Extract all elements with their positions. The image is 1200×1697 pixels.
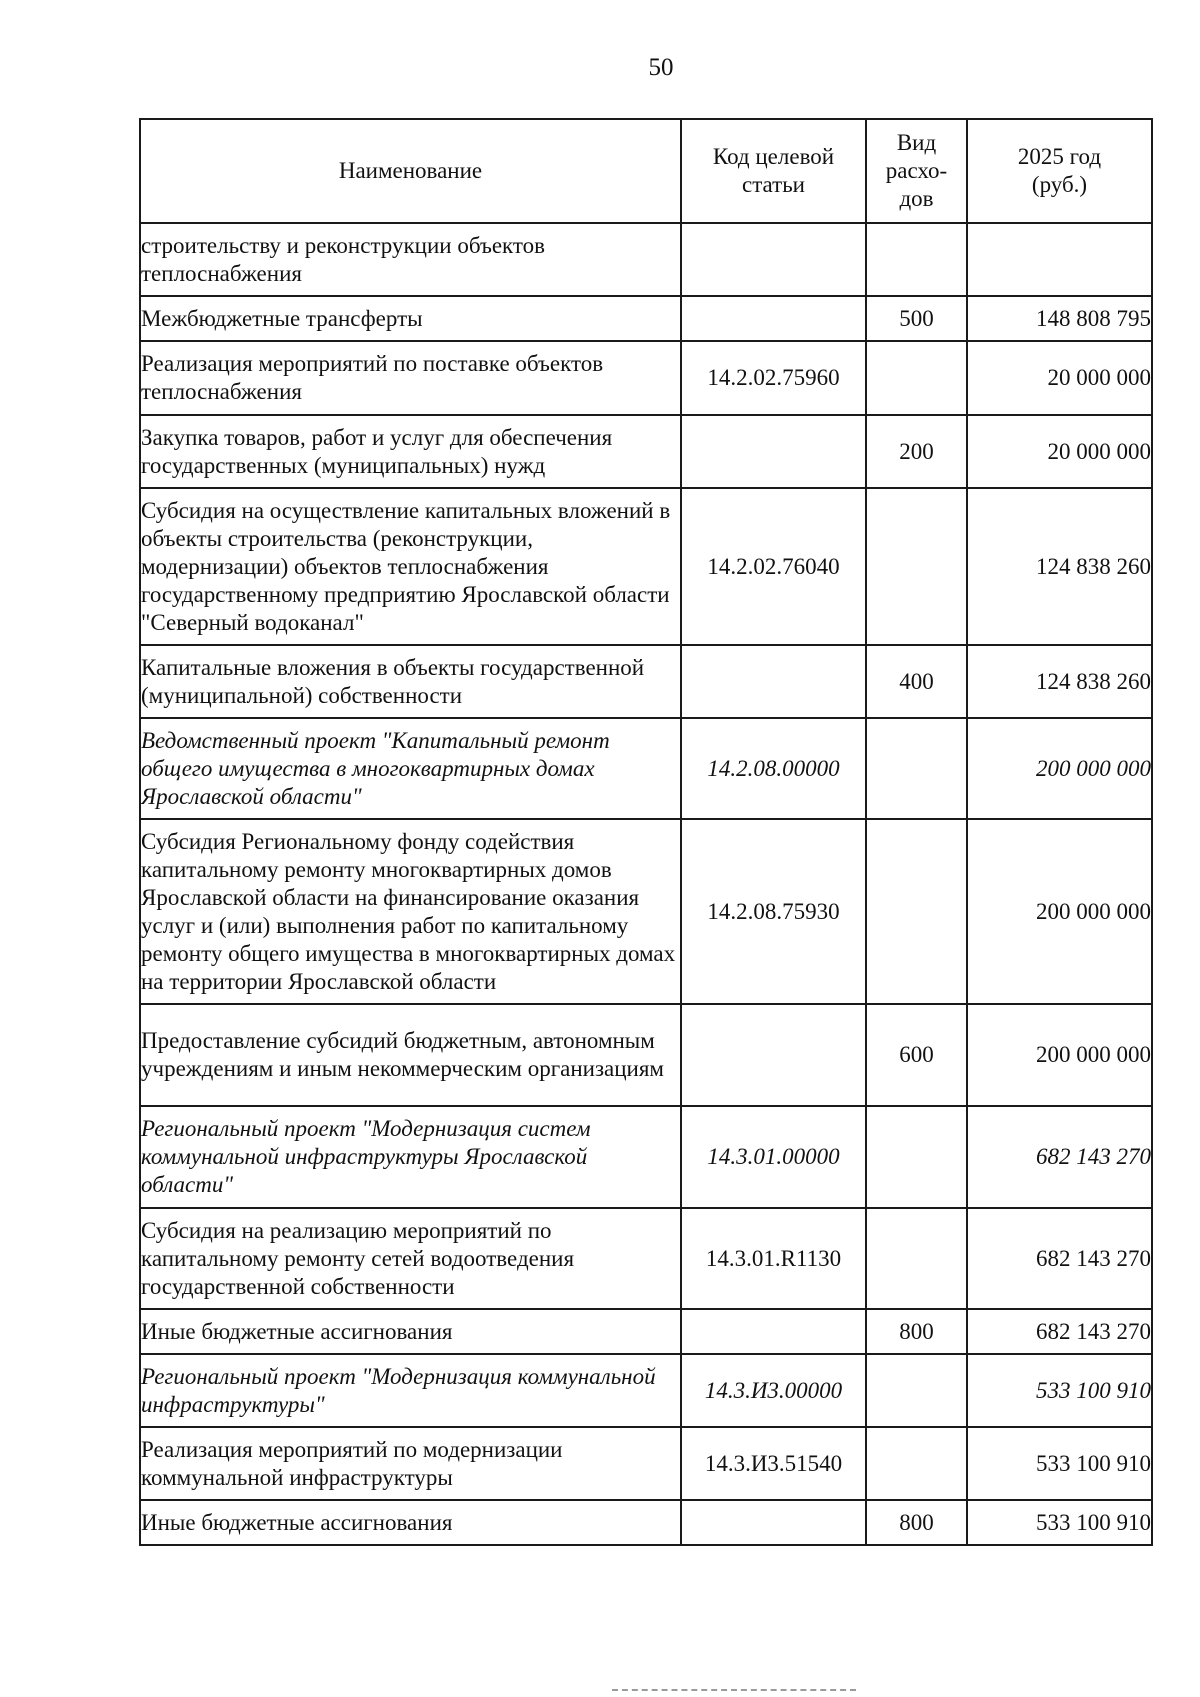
row-type: 500 — [866, 296, 967, 341]
row-sum: 533 100 910 — [967, 1354, 1152, 1427]
row-type — [866, 1354, 967, 1427]
row-code: 14.2.08.00000 — [681, 718, 866, 819]
row-name: Субсидия Региональному фонду содействия капитальному ремонту многоквартирных домов Ярославской области на финансирование оказания услуг и (или) выполнения работ по капитальному ремонту общего имущества в многоквартирных домах на территории Ярославской области — [140, 819, 681, 1004]
row-sum — [967, 223, 1152, 296]
header-name — [140, 119, 681, 223]
table-row — [140, 1004, 1152, 1106]
row-type — [866, 1106, 967, 1208]
table-row — [140, 296, 1152, 341]
header-type-line3: дов — [899, 186, 934, 211]
row-name: Региональный проект "Модернизация систем коммунальной инфраструктуры Ярославской области" — [140, 1106, 681, 1208]
row-code: 14.3.01.R1130 — [681, 1208, 866, 1309]
header-code-line1: Код целевой — [712, 144, 835, 169]
bottom-divider — [612, 1689, 856, 1691]
row-sum: 124 838 260 — [967, 488, 1152, 645]
row-code — [681, 415, 866, 488]
row-name: Иные бюджетные ассигнования — [140, 1500, 681, 1545]
table-row — [140, 645, 1152, 718]
row-type: 600 — [866, 1004, 967, 1106]
row-code: 14.3.И3.00000 — [681, 1354, 866, 1427]
row-name: Закупка товаров, работ и услуг для обеспечения государственных (муниципальных) нужд — [140, 415, 681, 488]
row-type — [866, 223, 967, 296]
row-sum: 682 143 270 — [967, 1208, 1152, 1309]
table-row — [140, 1500, 1152, 1545]
row-code: 14.2.08.75930 — [681, 819, 866, 1004]
row-name: Предоставление субсидий бюджетным, автономным учреждениям и иным некоммерческим организациям — [140, 1004, 681, 1106]
row-sum: 200 000 000 — [967, 1004, 1152, 1106]
header-type-line2: расхо- — [885, 158, 948, 183]
row-name: Субсидия на реализацию мероприятий по капитальному ремонту сетей водоотведения государственной собственности — [140, 1208, 681, 1309]
row-code: 14.3.01.00000 — [681, 1106, 866, 1208]
row-code: 14.2.02.75960 — [681, 341, 866, 415]
row-type — [866, 1427, 967, 1500]
table-row — [140, 1208, 1152, 1309]
row-name: Региональный проект "Модернизация коммунальной инфраструктуры" — [140, 1354, 681, 1427]
row-sum: 20 000 000 — [967, 341, 1152, 415]
row-sum: 533 100 910 — [967, 1500, 1152, 1545]
row-type — [866, 718, 967, 819]
row-type: 800 — [866, 1500, 967, 1545]
row-type — [866, 819, 967, 1004]
table-row — [140, 341, 1152, 415]
row-name: Реализация мероприятий по поставке объектов теплоснабжения — [140, 341, 681, 415]
row-sum: 20 000 000 — [967, 415, 1152, 488]
row-type — [866, 1208, 967, 1309]
row-code — [681, 1500, 866, 1545]
row-name: строительству и реконструкции объектов теплоснабжения — [140, 223, 681, 296]
row-type: 800 — [866, 1309, 967, 1354]
row-sum: 200 000 000 — [967, 819, 1152, 1004]
header-code — [681, 119, 866, 223]
table-row — [140, 1309, 1152, 1354]
header-code-line2: статьи — [741, 172, 805, 197]
row-sum: 533 100 910 — [967, 1427, 1152, 1500]
row-code: 14.2.02.76040 — [681, 488, 866, 645]
header-sum-line1: 2025 год — [1017, 144, 1102, 169]
table-row — [140, 415, 1152, 488]
row-name: Реализация мероприятий по модернизации коммунальной инфраструктуры — [140, 1427, 681, 1500]
table-row — [140, 1106, 1152, 1208]
row-sum: 682 143 270 — [967, 1106, 1152, 1208]
row-sum: 124 838 260 — [967, 645, 1152, 718]
page-number: 50 — [648, 54, 674, 81]
row-type: 400 — [866, 645, 967, 718]
row-code: 14.3.И3.51540 — [681, 1427, 866, 1500]
header-sum-line2: (руб.) — [1031, 172, 1088, 197]
row-type — [866, 341, 967, 415]
row-code — [681, 645, 866, 718]
table-row — [140, 1427, 1152, 1500]
table-row — [140, 223, 1152, 296]
table-row — [140, 1354, 1152, 1427]
row-name: Межбюджетные трансферты — [140, 296, 681, 341]
row-name: Капитальные вложения в объекты государственной (муниципальной) собственности — [140, 645, 681, 718]
row-code — [681, 223, 866, 296]
header-sum — [967, 119, 1152, 223]
row-type: 200 — [866, 415, 967, 488]
row-sum: 682 143 270 — [967, 1309, 1152, 1354]
table-header-row — [140, 119, 1152, 223]
row-code — [681, 1309, 866, 1354]
row-name: Иные бюджетные ассигнования — [140, 1309, 681, 1354]
header-name-label: Наименование — [338, 158, 483, 183]
row-type — [866, 488, 967, 645]
row-name: Субсидия на осуществление капитальных вложений в объекты строительства (реконструкции, модернизации) объектов теплоснабжения государственному предприятию Ярославской области "Северный водоканал" — [140, 488, 681, 645]
header-type-line1: Вид — [896, 130, 937, 155]
row-sum: 200 000 000 — [967, 718, 1152, 819]
row-sum: 148 808 795 — [967, 296, 1152, 341]
row-code — [681, 296, 866, 341]
budget-table — [139, 118, 1153, 1546]
row-code — [681, 1004, 866, 1106]
header-type — [866, 119, 967, 223]
table-row — [140, 819, 1152, 1004]
table-row — [140, 488, 1152, 645]
row-name: Ведомственный проект "Капитальный ремонт общего имущества в многоквартирных домах Ярославской области" — [140, 718, 681, 819]
table-row — [140, 718, 1152, 819]
